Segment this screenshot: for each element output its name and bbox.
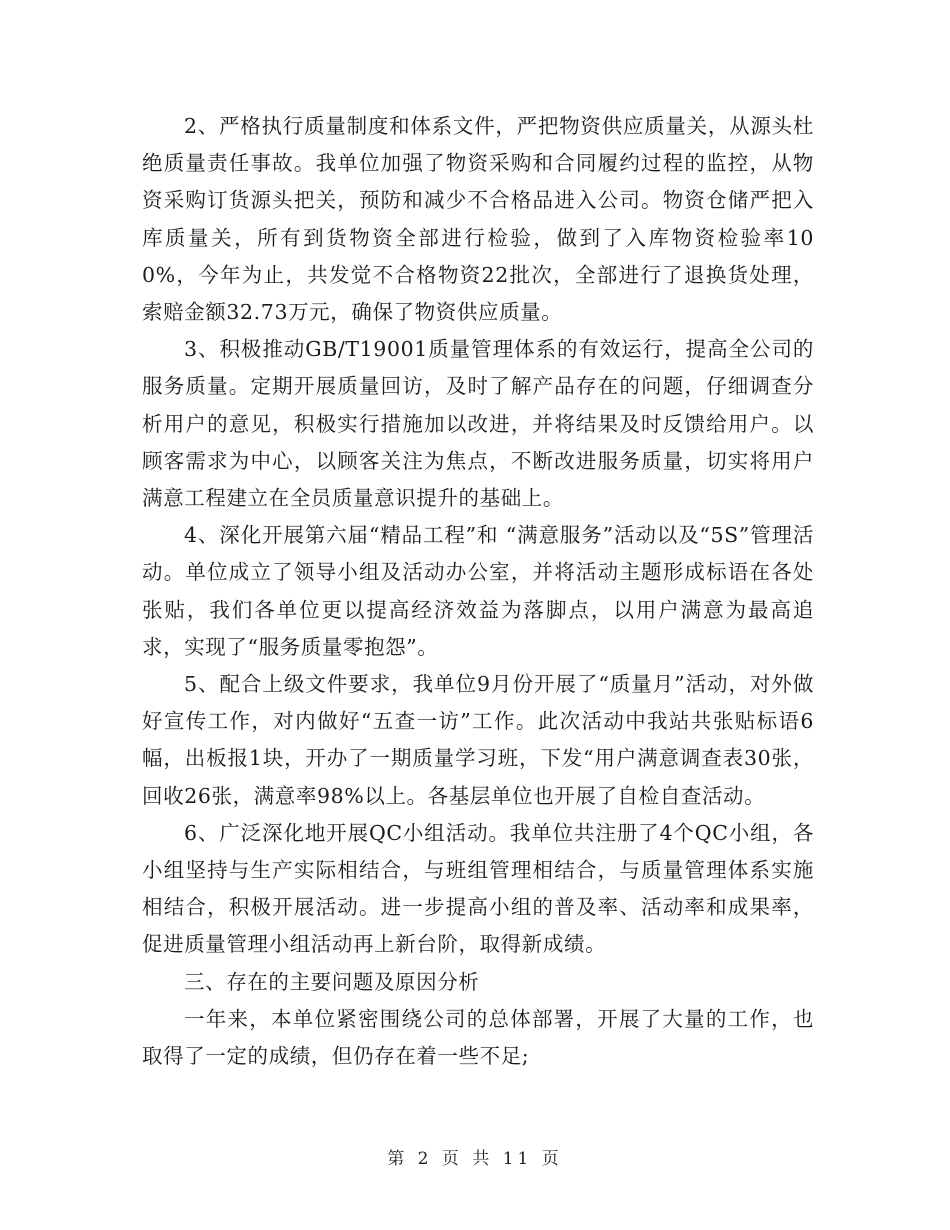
paragraph-item-6: 6、广泛深化地开展QC小组活动。我单位共注册了4个QC小组，各小组坚持与生产实际相结合，与班组管理相结合，与质量管理体系实施相结合，积极开展活动。进一步提高小组的普及率、活动率和成果率，促进质量管理小组活动再上新台阶，取得新成绩。: [142, 820, 814, 957]
paragraph-item-4: 4、深化开展第六届“精品工程”和 “满意服务”活动以及“5S”管理活动。单位成立了领导小组及活动办公室，并将活动主题形成标语在各处张贴，我们各单位更以提高经济效益为落脚点，以用户满意为最高追求，实现了“服务质量零抱怨”。: [142, 523, 814, 659]
page-footer: 第 2 页 共 11 页: [387, 1149, 563, 1169]
paragraph-item-3: 3、积极推动GB/T19001质量管理体系的有效运行，提高全公司的服务质量。定期开展质量回访，及时了解产品存在的问题，仔细调查分析用户的意见，积极实行措施加以改进，并将结果及时反馈给用户。以顾客需求为中心，以顾客关注为焦点，不断改进服务质量，切实将用户满意工程建立在全员质量意识提升的基础上。: [142, 337, 814, 511]
document-body: [142, 108, 814, 1075]
paragraph-summary: 一年来，本单位紧密围绕公司的总体部署，开展了大量的工作，也取得了一定的成绩，但仍存在着一些不足;: [142, 1006, 814, 1069]
paragraph-item-2: 2、严格执行质量制度和体系文件，严把物资供应质量关，从源头杜绝质量责任事故。我单位加强了物资采购和合同履约过程的监控，从物资采购订货源头把关，预防和减少不合格品进入公司。物资仓储严把入库质量关，所有到货物资全部进行检验，做到了入库物资检验率100%，今年为止，共发觉不合格物资22批次，全部进行了退换货处理，索赔金额32.73万元，确保了物资供应质量。: [142, 114, 814, 325]
section-heading: 三、存在的主要问题及原因分析: [184, 969, 480, 994]
paragraph-item-5: 5、配合上级文件要求，我单位9月份开展了“质量月”活动，对外做好宣传工作，对内做好“五查一访”工作。此次活动中我站共张贴标语6幅，出板报1块，开办了一期质量学习班，下发“用户满意调查表30张，回收26张，满意率98%以上。各基层单位也开展了自检自查活动。: [142, 672, 814, 808]
